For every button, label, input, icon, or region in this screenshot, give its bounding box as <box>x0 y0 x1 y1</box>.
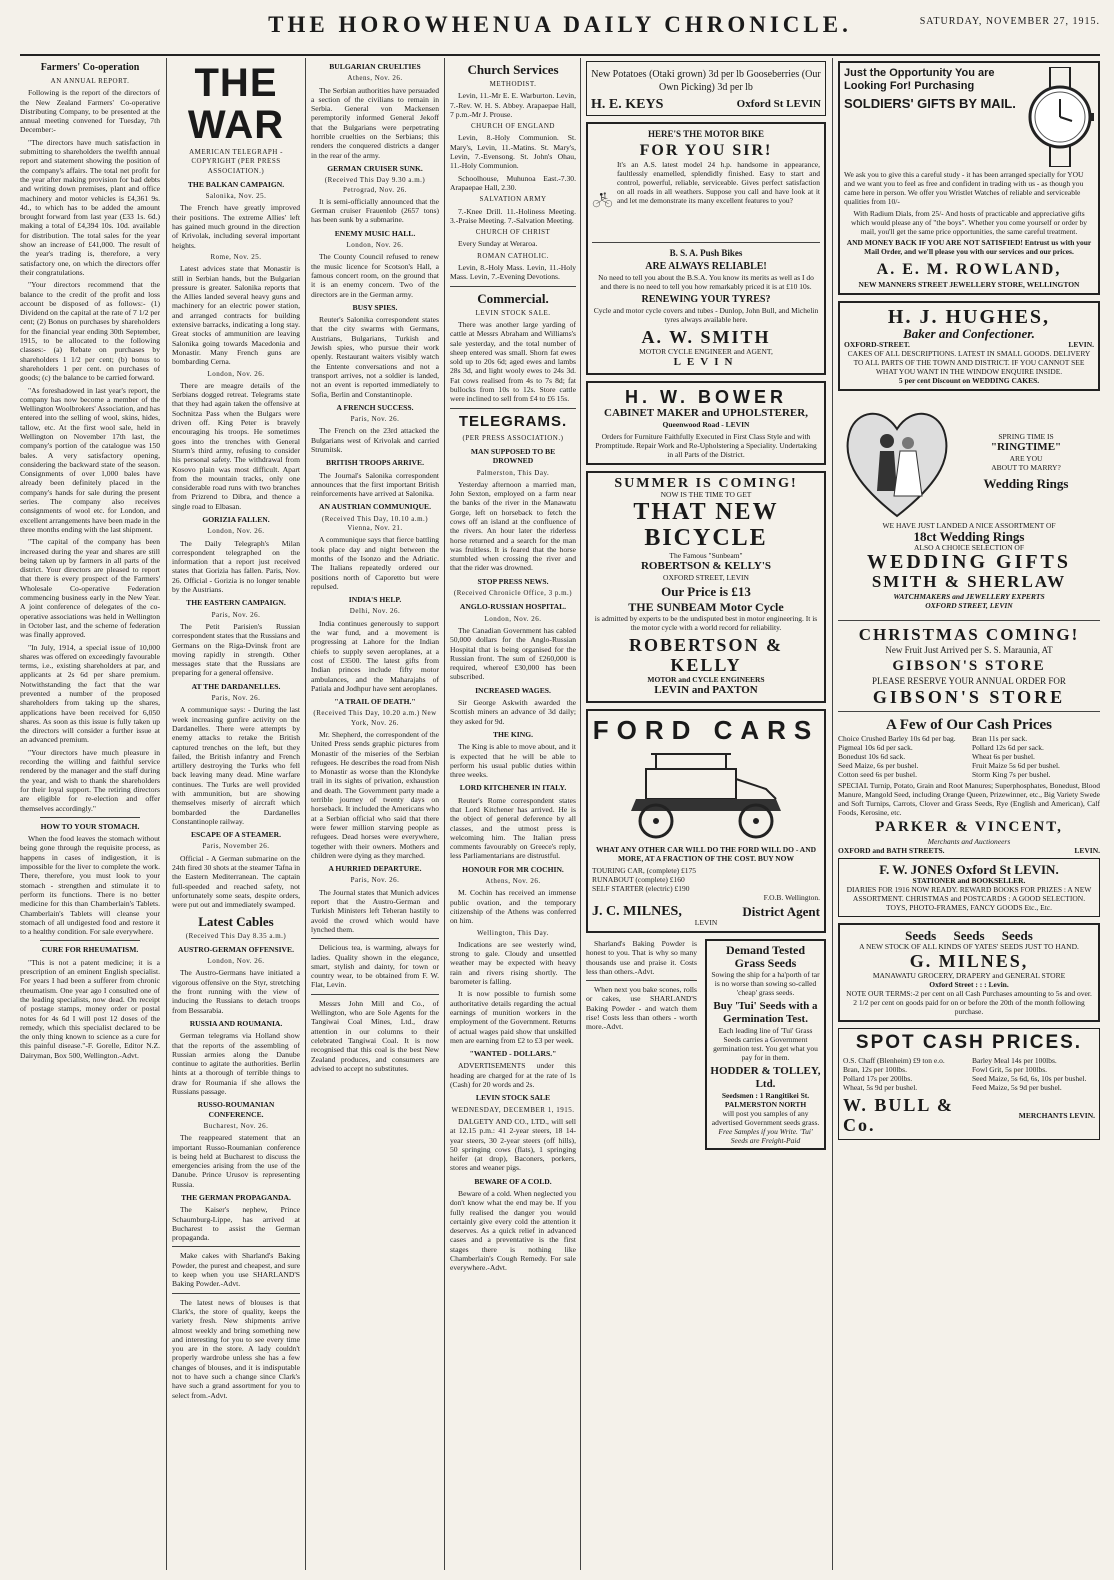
section-headline: THE GERMAN PROPAGANDA. <box>181 1192 291 1202</box>
church-times: Levin, 8.-Holy Mass. Levin, 11.-Holy Mass. Levin, 7.-Evening Devotions. <box>450 263 576 282</box>
grass-title: Demand Tested Grass Seeds <box>725 943 805 970</box>
spot-price: Fowl Grit, 5s per 100lbs. <box>972 1065 1047 1074</box>
gibson-ad <box>838 625 1100 707</box>
section-dateline: (Received This Day 8.35 a.m.) <box>185 931 287 940</box>
spot-price: Barley Meal 14s per 100lbs. <box>972 1056 1057 1065</box>
bull-name: W. BULL & Co. <box>843 1095 954 1135</box>
ring-q2: ABOUT TO MARRY? <box>991 463 1061 472</box>
section-headline: GERMAN CRUISER SUNK. <box>327 163 423 173</box>
pv-title: Merchants and Auctioneers <box>927 837 1011 846</box>
headline-commercial: Commercial. <box>477 290 549 306</box>
section-text: There are meagre details of the Serbians dogged retreat. Telegrams state that they had again taken the offensive at Sochnitza Pass when the Bulgars were driven off. King Peter is bravely encouraging his troops. He sometimes goes into the trenches with General Sturm's third army, refusing to consider his personal safety. The withdrawal from Kosovo plain was most difficult. Apart from the mountain tracks, only one considerable road runs with two branches from Prizrend to Dibra, and thence a single road to Elbasan. <box>172 380 300 511</box>
hughes-street: OXFORD-STREET. <box>844 340 910 349</box>
newspaper-title: THE HOROWHENUA DAILY CHRONICLE. <box>268 12 852 37</box>
bicycle-ad <box>586 471 826 703</box>
smith-town: LEVIN <box>673 356 739 368</box>
section-dateline: London, Nov. 26. <box>346 241 404 250</box>
church-denomination: CHURCH OF ENGLAND <box>471 122 555 131</box>
article-body-rheumatism <box>20 958 160 1060</box>
section-text: Official - A German submarine on the 24th fired 30 shots at the steamer Tafna in the Eastern Mediterranean. The captain full-speeded and reached safety, not unfortunately some seats, despite orders, were put out and immediately swamped. <box>172 853 300 910</box>
milnes-seeds-ad <box>838 923 1100 1022</box>
subhead-press-association: (PER PRESS ASSOCIATION.) <box>462 433 564 442</box>
section-text: The French on the 23rd attacked the Bulgarians west of Krivolak and carried Strumitsk. <box>311 426 439 454</box>
ring-wed: Wedding Rings <box>983 476 1069 491</box>
rowland-title: SOLDIERS' GIFTS BY MAIL. <box>844 96 1016 111</box>
section-headline: INCREASED WAGES. <box>475 685 551 695</box>
paragraph: "Your directors have much pleasure in recording the willing and faithful service rendered by the manager and the staff during the year, and wish to thank the shareholders for their loyal support. The retiring directors are eligible for re-election and offer themselves accordingly." <box>20 747 160 813</box>
potatoes-text: New Potatoes (Otaki grown) 3d per lb Gooseberries (Our Own Picking) 3d per lb <box>591 69 821 93</box>
column-6 <box>838 58 1100 1570</box>
section-headline: ESCAPE OF A STEAMER. <box>190 830 281 840</box>
rowland-text: We ask you to give this a careful study - it has been arranged specially for YOU and we want you to feel as free and confident in trading with us - as though you came here in person. We offer you Wristlet Watches of reliable and serviceable qualities from 10/- <box>844 170 1084 206</box>
bower-ad <box>586 381 826 465</box>
section-text: Mr. Shepherd, the correspondent of the United Press sends graphic pictures from Monastir of the miseries of the Serbian refugees. He describes the road from Nish to Monastir as worse than the Klondyke trail in its sights of privation, exhaustion and death. The Government party made a terrible journey of twenty days on horseback. It included the Americans who at a Serbian official who said that there were fewer million starving people as refugees. Dead horses were everywhere, together with their owners. Mothers and children were dying as they marched. <box>311 730 439 860</box>
paragraph: "The capital of the company has been increased during the year and shares are still being taken up by farmers in all parts of the district. Your directors are pleased to report that there is every prospect of the Farmers' Wholesale Co-operative Federation commencing business early in the New Year. A joint conference of delegates of the co-operative associations was held in Wellington in October last, and the scheme of federation was finally approved. <box>20 537 160 640</box>
section-text: Sir George Askwith awarded the Scottish miners an advance of 3d daily; they asked for 9d. <box>450 698 576 726</box>
summer-title: SUMMER IS COMING! <box>614 476 798 491</box>
church-denomination: ROMAN CATHOLIC. <box>477 251 549 260</box>
masthead <box>20 10 1100 56</box>
section-text: A communique says: - During the last week increasing gunfire activity on the Dardanelles. There were attempts by enemy attacks to retake the British captured trenches on the left, but they failed, the British infantry and French artillery destroying the Turks who fell back leaving many dead. Mine warfare continues. The Turks are well provided with ammunition, but are showing themselves miserly of aircraft which bombarded the Dardanelles Constantinople railway. <box>172 705 300 826</box>
section-text: The Canadian Government has cabled 50,000 dollars for the Anglo-Russian Hospital that is being organised for the Russian front. The sum of £260,000 is required, whereof £30,000 has been subscribed. <box>450 625 576 682</box>
section-text: The French have greatly improved their positions. The extreme Allies' left has gained much ground in the direction of Krivolak, including several important heights. <box>172 203 300 250</box>
sharland-ad: Sharland's Baking Powder is honest to you. That is why so many thousands use and praise it. Costs less than others.-Advt. <box>586 939 697 976</box>
section-dateline: Wellington, This Day. <box>477 928 549 937</box>
cash-right-list <box>972 734 1100 779</box>
section-text: It is now possible to furnish some authoritative details regarding the actual earnings of munition workers in the employment of the Government. Returns of actual wages paid show that unskilled men are earning from £2 to £3 per week. <box>450 989 576 1045</box>
telegram-sections <box>450 447 576 1273</box>
bsa-text: No need to tell you about the B.S.A. You know its merits as well as I do and there is no need to tell you how remarkably priced it is at £10 10s. <box>598 273 814 291</box>
cash-note: SPECIAL Turnip, Potato, Grain and Root Manures; Superphosphates, Bonedust, Blood Manure, Mangold Seed, including Orange Queen, Prizewinner, etc., Big Variety Swede and Soft Turnips, Carrots, Clover and Grass Seeds, Rye (English and American), Calf Foods, Kerosine, etc. <box>838 781 1100 817</box>
section-dateline: Paris, November 26. <box>202 842 270 851</box>
section-dateline: WEDNESDAY, DECEMBER 1, 1915. <box>451 1105 575 1114</box>
column-5 <box>586 58 826 1570</box>
rowland-ad <box>838 61 1100 295</box>
scones-ad: When next you bake scones, rolls or cakes, use SHARLAND'S Baking Powder - and watch them rise! Costs less than others - worth more.-Advt. <box>586 985 697 1032</box>
gmilnes-address: Oxford Street : : : Levin. <box>929 980 1009 989</box>
paragraph: "As foreshadowed in last year's report, the company has now become a member of the Wellington Woolbrokers' Association, and has entered into the selling of wool, skins, hides, tallow, etc. At the first wool sale, held in Wellington on November 17th last, the company's portion of the catalogue was 150 bales. A very satisfactory opening, considering the backward state of the season. Consignments of over 1,000 bales have already been definitely placed in the company's hands for sale during the present series. The company also receives consignments of wool etc. for London, and excellent arrangements have been made in the three months ending with the last shipment. <box>20 385 160 534</box>
bull-ad <box>838 1028 1100 1140</box>
keys-ad <box>586 61 826 116</box>
spot-title: SPOT CASH PRICES. <box>855 1032 1083 1053</box>
section-headline: "WANTED - DOLLARS." <box>469 1049 557 1059</box>
hughes-title: Baker and Confectioner. <box>903 326 1035 341</box>
church-times: Levin, 11.-Mr E. E. Warburton. Levin, 7.-Rev. W. H. S. Abbey. Arapaepae Hall, 7 p.m.-Mr J. Prouse. <box>450 91 576 119</box>
spot-left-list <box>843 1056 966 1092</box>
church-denomination: METHODIST. <box>489 80 537 88</box>
hughes-ad <box>838 301 1100 391</box>
cable-sections <box>311 62 439 934</box>
ss-address: OXFORD STREET, LEVIN <box>925 601 1013 610</box>
section-dateline: (Received Chronicle Office, 3 p.m.) <box>453 589 573 598</box>
section-text: ADVERTISEMENTS under this heading are charged for at the rate of 1s (Cash) for 20 words and 2s. <box>450 1061 576 1090</box>
ford-fob: F.O.B. Wellington. <box>763 893 820 902</box>
cash-price: Seed Maize, 6s per bushel. <box>838 761 919 770</box>
ladies-ad: Delicious tea, is warming, always for ladies. Quality shown in the elegance, smart, stylish and dainty, for town or country wear, to be obtained from F. W. Flat, Levin. <box>311 943 439 990</box>
gibson-name: GIBSON'S STORE <box>892 658 1046 674</box>
ring-text: WE HAVE JUST LANDED A NICE ASSORTMENT OF <box>882 521 1056 530</box>
blouses-ad: The latest news of blouses is that Clark's, the store of quality, keeps the variety fresh. New shipments arrive almost weekly and bring something new and interesting for you to see every time you are in the store. A lady couldn't properly wardrobe unless she has a few changes of blouses, and it is indisputable not to have such a change since Clark's have such a grand assortment for you to select from.-Advt. <box>172 1297 300 1400</box>
ford-line: WHAT ANY OTHER CAR WILL DO THE FORD WILL DO - AND MORE, AT A FRACTION OF THE COST. BUY NOW <box>595 845 817 863</box>
section-headline: Latest Cables <box>198 913 274 929</box>
article-body <box>20 88 160 813</box>
church-times: Every Sunday at Weraroa. <box>458 239 538 249</box>
section-text: Yesterday afternoon a married man, John Sexton, employed on a farm near the banks of the river in the Manawatu Gorge, left on horseback to fetch the cows off an island at the confluence of the rivers. An hour later the riderless horse returned and a search for the man was fruitless. It is feared that the horse stumbled when crossing the river and that the rider was drowned. <box>450 479 576 573</box>
section-headline: BRITISH TROOPS ARRIVE. <box>326 458 424 468</box>
section-text: India continues generously to support the war fund, and a movement is progressing at Lahore for the Indian chiefs to supply seven aeroplanes, at a cost of £3500. The latest gifts from Indian princes include fifty motor ambulances, and the Maharajahs of Patiala and Jodhpur have sent aeroplanes. <box>311 618 439 693</box>
paragraph: When the food leaves the stomach without being gone through the requisite process, as happens in cases of indigestion, it is impossible for the liver to complete the work. There, therefore, you must look to your stomach - strengthen and stimulate it to perform its functions. There is no better medicine for this than Chamberlain's Tablets. Chamberlain's Tablets will cleanse your stomach of all undigested food and restore it to a healthy condition. For sale everywhere. <box>20 834 160 937</box>
hughes-text: CAKES OF ALL DESCRIPTIONS. LATEST IN SMALL GOODS. DELIVERY TO ALL PARTS OF THE TOWN AND DISTRICT. IF YOU CANNOT SEE WHAT YOU WANT IN THE WINDOW ENQUIRE INSIDE. <box>847 349 1091 376</box>
section-headline: AT THE DARDANELLES. <box>191 681 281 691</box>
xmas-title: CHRISTMAS COMING! <box>858 625 1080 644</box>
headline-rheumatism: CURE FOR RHEUMATISM. <box>41 945 139 955</box>
section-dateline: Rome, Nov. 25. <box>210 252 262 261</box>
xmas-text: New Fruit Just Arrived per S. S. Maraunia, AT <box>885 645 1053 655</box>
jones-ad <box>838 858 1100 917</box>
cash-price: Storm King 7s per bushel. <box>972 770 1051 779</box>
tyres-text: Cycle and motor cycle covers and tubes - Dunlop, John Bull, and Michelin tyres always available here. <box>593 306 819 324</box>
ring-q1: ARE YOU <box>1009 454 1043 463</box>
section-headline: A FRENCH SUCCESS. <box>336 402 414 412</box>
bower-name: H. W. BOWER <box>625 387 787 407</box>
spot-price: Feed Maize, 5s 9d per bushel. <box>972 1083 1062 1092</box>
section-dateline: (Received This Day, 10.20 a.m.) New York, Nov. 26. <box>313 709 437 727</box>
hughes-discount: 5 per cent Discount on WEDDING CAKES. <box>898 376 1040 385</box>
hodder-sub: Seedsmen : 1 Rangitikei St. PALMERSTON NORTH <box>721 1091 810 1109</box>
lower-ads <box>586 939 826 1150</box>
jones-title: STATIONER and BOOKSELLER. <box>912 876 1026 885</box>
spot-price: Wheat, 5s 9d per bushel. <box>843 1083 918 1092</box>
hughes-name: H. J. HUGHES, <box>887 306 1051 328</box>
section-text: German telegrams via Holland show that the reports of the assembling of Russian armies along the Danube continue to agitate the authorities. Berlin hints at a thorough of terrible things to draw for Roumania if she allows the Russians passage. <box>172 1031 300 1097</box>
war-subhead: AMERICAN TELEGRAPH - COPYRIGHT (PER PRESS ASSOCIATION.) <box>189 148 283 175</box>
cash-price: Fruit Maize 5s 6d per bushel. <box>972 761 1060 770</box>
rowland-head: Just the Opportunity You are Looking For! Purchasing <box>844 67 995 92</box>
paragraph: "The directors have much satisfaction in submitting to shareholders the twelfth annual report and statement showing the position of the company's affairs. The total net profit for the year after making provision for bad debts and writing down premises, plant and office machinery and motor vehicles is £4,361 9s. 4d., to which has to be added the amount brought forward from last year (£33 1s. 6d.) making a total of £4,394 10s. 10d. available for distribution. The total sales for the year show an increase of £41,000. The result of the year's trading is, therefore, a very satisfactory one, on which the directors offer their congratulations. <box>20 137 160 277</box>
section-dateline: (Received This Day, 10.10 a.m.) Vienna, Nov. 21. <box>321 514 429 533</box>
hodder-note: will post you samples of any advertised Government seeds grass. <box>711 1109 820 1127</box>
grass-seeds-ad <box>705 939 826 1150</box>
ford-price: TOURING CAR, (complete) £175 <box>592 866 697 875</box>
section-dateline: London, Nov. 26. <box>207 527 265 536</box>
section-headline: INDIA'S HELP. <box>348 595 402 605</box>
smith-sub: MOTOR CYCLE ENGINEER and AGENT, <box>639 347 773 356</box>
robertson-head-sub: OXFORD STREET, LEVIN <box>663 573 749 582</box>
section-text: Reuter's Rome correspondent states that Lord Kitchener has arrived. He is the object of general deference by all classes, and the utmost press is welcoming him. The Italian press comments favourably on Greece's reply, less Parliamentarians are distrustful. <box>450 795 576 861</box>
section-headline: MAN SUPPOSED TO BE DROWNED <box>470 446 556 466</box>
baking-powder-ad: Make cakes with Sharland's Baking Powder, the purest and cheapest, and sure to keep when you use SHARLAND'S Baking Powder.-Advt. <box>172 1251 300 1289</box>
section-text: Reuter's Salonika correspondent states that the city swarms with Germans, Austrians, Bulgarians, Turkish and Jewish spies, who pursue their work openly. Restaurant waiters visibly watch the Entente conversations and not a transport arrives, not a soldier is landed, not an event is reported immediately to Sofia, Berlin and Constantinople. <box>311 315 439 399</box>
section-headline: LEVIN STOCK SALE <box>475 1093 551 1103</box>
section-text: Indications are see westerly wind, strong to gale. Cloudy and unsettled weather may be expected with heavy rain and rivers rising shortly. The barometer is falling. <box>450 939 576 987</box>
grass-text: Sowing the ship for a ha'porth of tar is no worse than sowing so-called 'cheap' grass seeds. <box>711 970 820 997</box>
spot-right-list <box>972 1056 1095 1092</box>
section-dateline: Bucharest, Nov. 26. <box>203 1121 269 1130</box>
section-headline: BUSY SPIES. <box>352 302 398 312</box>
section-dateline: Paris, Nov. 26. <box>350 415 400 424</box>
seeds-head: Seeds Seeds Seeds <box>905 928 1033 943</box>
section-headline: THE EASTERN CAMPAIGN. <box>186 598 286 608</box>
hodder-name: HODDER & TOLLEY, Ltd. <box>710 1065 821 1090</box>
bsa-title: ARE ALWAYS RELIABLE! <box>645 261 767 272</box>
headline-farmers-cooperation: Farmers' Co-operation <box>40 62 140 73</box>
ring-also: ALSO A CHOICE SELECTION OF <box>913 543 1024 552</box>
section-headline: LORD KITCHENER IN ITALY. <box>459 783 567 793</box>
ring-head: SPRING TIME IS <box>998 432 1054 441</box>
section-text: The Serbian authorities have persuaded a section of the civilians to remain in Serbia. General von Mackensen peremptorily informed General Jekoff that the Bulgarians were perpetrating horrible cruelties on the Serbians; this renders the conquered districts a danger in the rear of the army. <box>311 85 439 160</box>
jones-text: DIARIES FOR 1916 NOW READY. REWARD BOOKS FOR PRIZES : A NEW ASSORTMENT. CHRISTMAS and POSTCARDS : A GOOD SELECTION. TOYS, PHOTO-FRAMES, FANCY GOODS Etc., Etc. <box>846 885 1092 912</box>
cash-price: Pigmeal 10s 6d per sack. <box>838 743 913 752</box>
coal-ad: Messrs John Mill and Co., of Wellington, who are Sole Agents for the Tangiwai Coal Mines, Ltd., draw attention in our columns to their celebrated Tangiwai Coal. It is now recognised that this coal is the best New Zealand produces, and consumers are advised to accept no substitutes. <box>311 998 439 1073</box>
milnes-sub: District Agent <box>742 904 820 919</box>
tui-text: Each leading line of 'Tui' Grass Seeds carries a Government germination test. You get what you pay for in them. <box>713 1026 818 1062</box>
headline-church-services: Church Services <box>467 62 559 77</box>
famous-sunbeam: The Famous "Sunbeam" <box>669 551 743 560</box>
bull-sub: MERCHANTS LEVIN. <box>1018 1110 1095 1120</box>
cash-price: Bonedust 10s 6d sack. <box>838 752 906 761</box>
hughes-town: LEVIN. <box>1068 340 1094 349</box>
section-dateline: Delhi, Nov. 26. <box>349 607 401 616</box>
ss-title: WATCHMAKERS and JEWELLERY EXPERTS <box>893 592 1045 601</box>
headline-telegrams: TELEGRAMS. <box>458 412 568 430</box>
cash-price: Bran 11s per sack. <box>972 734 1028 743</box>
parker-vincent-ad <box>838 716 1100 855</box>
gmilnes-title: MANAWATU GROCERY, DRAPERY and GENERAL STORE <box>872 971 1066 980</box>
section-dateline: London, Nov. 26. <box>484 614 542 623</box>
cash-left-list <box>838 734 966 779</box>
section-headline: AN AUSTRIAN COMMUNIQUE. <box>318 502 431 512</box>
section-headline: STOP PRESS NEWS. <box>477 576 549 586</box>
motor-bike-ad <box>586 122 826 375</box>
section-headline: AUSTRO-GERMAN OFFENSIVE. <box>177 944 295 954</box>
column-3 <box>311 58 439 1570</box>
subhead-annual-report: AN ANNUAL REPORT. <box>50 77 130 85</box>
section-headline: HONOUR FOR MR COCHIN. <box>462 864 564 874</box>
section-text: The reappeared statement that an important Russo-Roumanian conference is being held at Bucharest to discuss the emergencies arising from the use of the Danube. Prince Urusov is representing Russia. <box>172 1133 300 1189</box>
sunbeam-title: THE SUNBEAM Motor Cycle <box>628 600 784 614</box>
section-headline: THE BALKAN CAMPAIGN. <box>187 179 285 189</box>
our-price: Our Price is £13 <box>661 584 751 599</box>
church-times: Schoolhouse, Muhunoa East.-7.30. Arapaepae Hall, 2.30. <box>450 173 576 192</box>
section-text: Latest advices state that Monastir is still in Serbian hands, but the Bulgarian pressure is greater. Salonika reports that the Allies landed several heavy guns and machinery for an electric power station, and arranged contracts for building extensive barracks, indicating a long stay. Great stocks of ammunition are leaving Salonika going towards Macedonia and Monastir. Many French guns are bombarding Cerna. <box>172 264 300 367</box>
section-text: It is semi-officially announced that the German cruiser Frauenlob (2657 tons) has been sunk by a submarine. <box>311 196 439 225</box>
commercial-text: There was another large yarding of cattle at Messrs Abraham and Williams's sale yesterday, and the total number of sheep entered was small. Shorn fat ewes sold up to 20s 6d; aged ewes and lambs 28s 3d, and light wooly ewes to 24s 3d. Fat cows realised from 4s to 7s 8d; fat bullocks from 10s to 12s. Store cattle were inclined to sell from £4 to £6 15s. <box>450 319 576 404</box>
section-text: The Austro-Germans have initiated a vigorous offensive on the Styr, stretching the front running with the view of inducing the Russians to detach troops from Bessarabia. <box>172 968 300 1015</box>
rowland-text2: With Radium Dials, from 25/- And hosts of practicable and appreciative gifts which would please any of "the boys". Whether you come yourself or order by mail, you'll get the same price opportunities, the same careful treatment. <box>851 209 1087 236</box>
ring-ad <box>838 397 1100 614</box>
page-columns <box>20 58 1100 1570</box>
bike-head: HERE'S THE MOTOR BIKE <box>648 129 764 139</box>
section-dateline: Palmerston, This Day. <box>476 468 550 477</box>
seeds-text: A NEW STOCK OF ALL KINDS OF YATES' SEEDS JUST TO HAND. <box>859 942 1079 951</box>
tui-title: Buy 'Tui' Seeds with a Germination Test. <box>713 1000 818 1025</box>
column-1 <box>20 58 160 1570</box>
section-dateline: Paris, Nov. 26. <box>350 876 400 885</box>
cash-price: Wheat 6s per bushel. <box>972 752 1035 761</box>
headline-the-war: THE WAR <box>187 61 285 147</box>
pv-name: PARKER & VINCENT, <box>875 819 1063 835</box>
section-dateline: London, Nov. 26. <box>207 957 265 966</box>
section-text: The Journal states that Munich advices report that the Austro-German and Turkish Ministers left Teheran hastily to avoid the crowd which would have lynched them. <box>311 887 439 934</box>
rk-sub: MOTOR and CYCLE ENGINEERS <box>647 675 765 684</box>
section-headline: RUSSIA AND ROUMANIA. <box>189 1018 283 1028</box>
subhead-stock-sale: LEVIN STOCK SALE. <box>475 308 551 317</box>
section-headline: ENEMY MUSIC HALL. <box>334 228 416 238</box>
section-text: Beware of a cold. When neglected you don't know what the end may be. If you fully realised the danger you would certainly give every cold the attention it deserves. As a quick relief in advanced cases and a preventative is the first stages there is nothing like Chamberlain's Cough Remedy. For sale everywhere.-Advt. <box>450 1188 576 1273</box>
ford-ad <box>586 709 826 933</box>
spot-price: Seed Maize, 5s 6d, 6s, 10s per bushel. <box>972 1074 1087 1083</box>
section-text: M. Cochin has received an immense public ovation, and the temporary citizenship of the Athens was conferred on him. <box>450 888 576 926</box>
cash-price: Choice Crushed Barley 10s 6d per bag. <box>838 734 956 743</box>
ss-name: SMITH & SHERLAW <box>871 572 1067 591</box>
ring-title: "RINGTIME" <box>990 441 1062 453</box>
bike-text: It's an A.S. latest model 24 h.p. handsome in appearance, faultlessly enamelled, splendidly finished. Easy to start and control, powerful, reliable, serviceable. Gives perfect satisfaction on all roads in all weathers. Suppose you call and have look at it and let me demonstrate its many excellent features to you? <box>616 160 820 205</box>
keys-address: Oxford St LEVIN <box>736 98 821 110</box>
rk-name: ROBERTSON & KELLY <box>629 635 783 675</box>
section-text: The Journal's Salonika correspondent announces that the first important British reinforcements have arrived at Salonika. <box>311 470 439 499</box>
sunbeam-text: is admitted by experts to be the undisputed best in motor engineering. It is the motor cycle with a world record for reliability. <box>594 614 818 632</box>
section-text: DALGETY AND CO., LTD., will sell at 12.15 p.m.: 41 2-year steers, 18 14-year steers, 30 2-year steers (off hills), 50 springing cows (flats), 1 springing heifer (at drop), Baconers, porkers, stores and weaner pigs. <box>450 1116 576 1173</box>
ring-gifts: WEDDING GIFTS <box>866 551 1072 573</box>
summer-big: THAT NEW BICYCLE <box>633 499 779 551</box>
issue-date: SATURDAY, NOVEMBER 27, 1915. <box>919 16 1100 27</box>
church-times: Levin, 8.-Holy Communion. St. Mary's, Levin, 11.-Matins. St. Mary's, Levin, 7.-Evensong. St. John's Ohau, 11.-Holy Communion. <box>450 133 576 171</box>
section-text: The Kaiser's nephew, Prince Schaumburg-Lippe, has arrived at Bucharest to assist the German propaganda. <box>172 1205 300 1243</box>
section-dateline: Athens, Nov. 26. <box>485 877 541 886</box>
smith-name: A. W. SMITH <box>641 327 771 347</box>
paragraph: "Your directors recommend that the balance to the credit of the profit and loss account be disposed of as follows:- (1) Dividend on the capital at the rate of 7 1/2 per cent; (2) Bonus on purchases by shareholders for the financial year ending 30th September, 1915, to be allocated to the following classes:- (a) Rebate on purchases by shareholders 1 1/2 per cent; (b) bonus to shareholders 1 per cent. on purchases of goods; (c) the balance to be carried forward. <box>20 280 160 383</box>
paragraph: "This is not a patent medicine; it is a prescription of an eminent English specialist. For years I had been a sufferer from chronic rheumatism. One year ago I consulted one of the leading specialists, now dead. On receipt of postage stamps, money order or postal notes for 4s 6d I will post 12 doses of the remedy, which this specialist declared to be the only thing known to science as a cure for this painful disease."-F. Gorelle, Editor N.Z. Dairyman, Box 500, Wellington.-Advt. <box>20 957 160 1060</box>
ring-18: 18ct Wedding Rings <box>913 529 1025 544</box>
robertson-head: ROBERTSON & KELLY'S <box>640 560 772 572</box>
rowland-address: NEW MANNERS STREET JEWELLERY STORE, WELLINGTON <box>858 280 1080 289</box>
ford-price: SELF STARTER (electric) £190 <box>592 884 690 893</box>
church-denomination: CHURCH OF CHRIST <box>475 228 551 237</box>
column-2 <box>172 58 300 1570</box>
section-headline: "A TRAIL OF DEATH." <box>334 697 416 707</box>
section-text: The Daily Telegraph's Milan correspondent telegraphed on the information that a report just received states that Gorizia has fallen. Paris, Nov. 26. Official - Gorizia is no longer tenable by the Austrians. <box>172 538 300 595</box>
headline-stomach: HOW TO YOUR STOMACH. <box>40 821 140 831</box>
bsa-head: B. S. A. Push Bikes <box>669 248 743 258</box>
church-denomination: SALVATION ARMY <box>479 195 547 204</box>
motorbike-illustration <box>592 160 613 238</box>
milnes-town: LEVIN <box>694 918 718 927</box>
bike-title: FOR YOU SIR! <box>639 142 773 159</box>
section-dateline: (Received This Day 9.30 a.m.) Petrograd, Nov. 26. <box>324 176 426 194</box>
column-4 <box>450 58 576 1570</box>
church-list <box>450 80 576 282</box>
gibson-name-2: GIBSON'S STORE <box>872 687 1066 707</box>
section-headline: THE KING. <box>492 729 534 739</box>
section-text: The County Council refused to renew the music licence for Scotson's Hall, a famous concert room, on the ground that it is an enemy concern. Two of the directors are in the German army. <box>311 252 439 299</box>
article-body-stomach <box>20 834 160 936</box>
section-headline: RUSSO-ROUMANIAN CONFERENCE. <box>197 1100 275 1119</box>
ford-title: FORD CARS <box>592 715 820 745</box>
hodder-free: Free Samples if you Write. 'Tui' Seeds are Freight-Paid <box>718 1127 813 1145</box>
ford-car-illustration <box>616 749 796 841</box>
pv-address: OXFORD and BATH STREETS. <box>838 846 945 855</box>
section-headline: GORIZIA FALLEN. <box>202 514 270 524</box>
jones-name: F. W. JONES Oxford St LEVIN. <box>879 862 1059 877</box>
rowland-guarantee: AND MONEY BACK IF YOU ARE NOT SATISFIED! Entrust us with your Mail Order, and we'll please you with our services and our prices. <box>846 238 1092 256</box>
gmilnes-text: NOTE OUR TERMS:-2 per cent on all Cash Purchases amounting to 5s and over. 2 1/2 per cent on goods paid for on or before the 20th of the month following purchase. <box>846 989 1092 1016</box>
section-dateline: Salonika, Nov. 25. <box>205 192 267 201</box>
section-dateline: Paris, Nov. 26. <box>211 610 261 619</box>
milnes-name: J. C. MILNES, <box>592 904 682 919</box>
section-headline: BEWARE OF A COLD. <box>474 1176 552 1186</box>
wristwatch-illustration <box>1026 67 1094 167</box>
war-sections <box>172 180 300 1243</box>
cash-title: A Few of Our Cash Prices <box>886 717 1052 733</box>
keys-name: H. E. KEYS <box>591 97 664 112</box>
bower-title: CABINET MAKER and UPHOLSTERER, <box>604 407 808 419</box>
ford-price-list <box>592 866 820 893</box>
ford-price: RUNABOUT (complete) £160 <box>592 875 685 884</box>
bower-address: Queenwood Road - LEVIN <box>662 420 750 429</box>
gibson-text: PLEASE RESERVE YOUR ANNUAL ORDER FOR <box>872 676 1066 686</box>
section-headline: BULGARIAN CRUELTIES <box>329 62 421 71</box>
heart-wedding-illustration <box>842 401 952 521</box>
bower-text: Orders for Furniture Faithfully Executed in First Class Style and with Promptitude. Repair Work and Re-Upholstering a Speciality. Undertaking in all Parts of the District. <box>595 432 817 459</box>
section-text: The King is able to move about, and it is expected that he will be able to perform his usual public duties within three weeks. <box>450 742 576 780</box>
cash-price: Cotton seed 6s per bushel. <box>838 770 917 779</box>
cash-price: Pollard 12s 6d per sack. <box>972 743 1044 752</box>
rowland-name: A. E. M. ROWLAND, <box>876 261 1062 278</box>
paragraph: "In July, 1914, a special issue of 10,000 shares was offered on exceedingly favourable terms, i.e., existing shareholders at par, and applicants at 2s 6d per share premium. Notwithstanding the fact that the war prevented a number of the proposed shareholders from taking up the shares, applications have been received for 6,050 shares. As soon as this issue is fully taken up the directors will consider a further issue at an advanced premium. <box>20 642 160 745</box>
spot-price: O.S. Chaff (Blenheim) £9 ton e.o. <box>843 1056 945 1065</box>
section-text: The Petit Parisien's Russian correspondent states that the Russians and Germans on the Riga-Dvinsk front are moving rapidly in strength. Other messages state that the Russians are preparing for a general offensive. <box>172 621 300 678</box>
spot-price: Bran, 12s per 100lbs. <box>843 1065 907 1074</box>
pv-town: LEVIN. <box>1074 846 1100 855</box>
section-headline: A HURRIED DEPARTURE. <box>328 864 422 874</box>
section-dateline: Athens, Nov. 26. <box>347 74 403 83</box>
tyres-title: RENEWING YOUR TYRES? <box>641 294 771 305</box>
spot-price: Pollard 17s per 200lbs. <box>843 1074 913 1083</box>
paragraph: Following is the report of the directors of the New Zealand Farmers' Co-operative Distributing Company, to be presented at the annual meeting convened for Tuesday, 7th December:- <box>20 88 160 135</box>
gmilnes-name: G. MILNES, <box>909 951 1029 971</box>
section-dateline: London, Nov. 26. <box>207 369 265 378</box>
rk-town: LEVIN and PAXTON <box>654 684 758 696</box>
section-dateline: Paris, Nov. 26. <box>211 694 261 703</box>
section-headline: ANGLO-RUSSIAN HOSPITAL. <box>459 602 567 612</box>
summer-sub: NOW IS THE TIME TO GET <box>660 490 752 499</box>
church-times: 7.-Knee Drill. 11.-Holiness Meeting. 3.-Praise Meeting. 7.-Salvation Meeting. <box>450 206 576 225</box>
section-text: A communique says that fierce battling took place day and night between the months of the Isonzo and the Adriatic. The Italians repeatedly ordered our positions north of Caporetto but were repulsed. <box>311 535 439 591</box>
